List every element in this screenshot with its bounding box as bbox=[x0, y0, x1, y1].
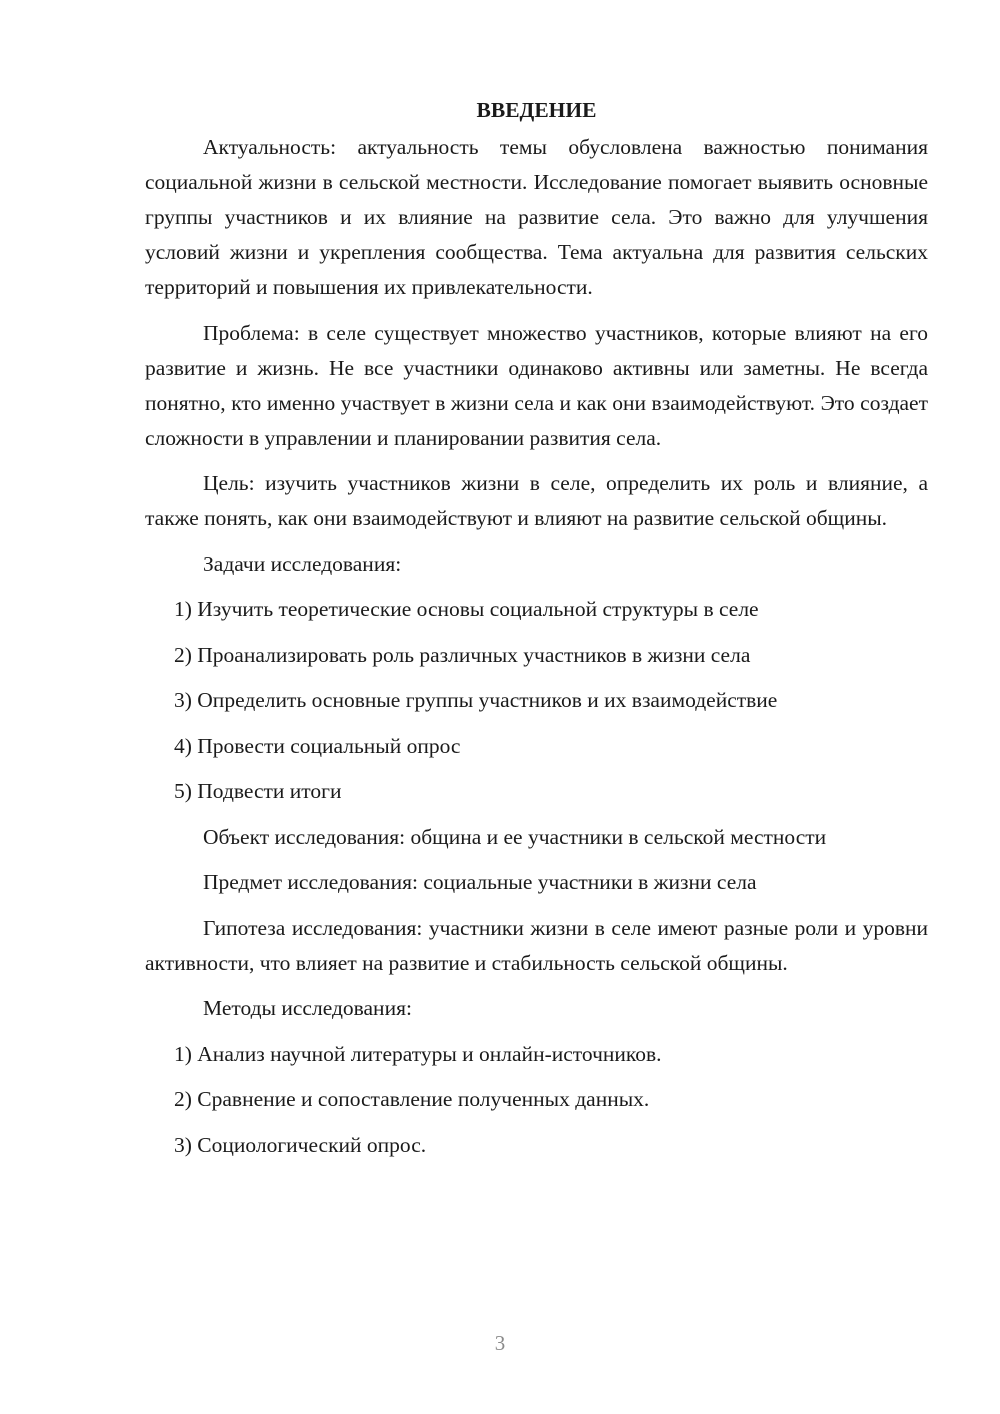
goal-paragraph: Цель: изучить участников жизни в селе, определить их роль и влияние, а также понять, как они взаимодействуют и влияют на развитие сельской общины. bbox=[145, 471, 928, 530]
object-line: Объект исследования: община и ее участники в сельской местности bbox=[203, 824, 827, 849]
method-item: 3) Социологический опрос. bbox=[174, 1132, 427, 1157]
task-item: 5) Подвести итоги bbox=[174, 779, 342, 803]
section-title: ВВЕДЕНИЕ bbox=[476, 98, 597, 122]
tasks-label: Задачи исследования: bbox=[203, 551, 402, 576]
problem-paragraph: Проблема: в селе существует множество участников, которые влияют на его развитие и жизнь. Не все участники одинаково активны или заметны. Не всегда понятно, кто именно участвует в жизни села и как они взаимодействуют. Это создает сложности в управлении и планировании развития села. bbox=[145, 320, 928, 450]
tasks-list bbox=[145, 592, 928, 809]
relevance-paragraph: Актуальность: актуальность темы обусловлена важностью понимания социальной жизни в сельской местности. Исследование помогает выявить основные группы участников и их влияние на развитие села. Это важно для улучшения условий жизни и укрепления сообщества. Тема актуальна для развития сельских территорий и повышения их привлекательности. bbox=[145, 135, 928, 299]
document-page bbox=[145, 93, 928, 1173]
task-item: 3) Определить основные группы участников и их взаимодействие bbox=[174, 688, 778, 712]
subject-line: Предмет исследования: социальные участники в жизни села bbox=[203, 870, 757, 894]
methods-label: Методы исследования: bbox=[203, 996, 412, 1020]
task-item: 2) Проанализировать роль различных участников в жизни села bbox=[174, 642, 751, 667]
hypothesis-paragraph: Гипотеза исследования: участники жизни в селе имеют разные роли и уровни активности, что влияет на развитие и стабильность сельской общины. bbox=[145, 915, 928, 975]
method-item: 2) Сравнение и сопоставление полученных данных. bbox=[174, 1087, 650, 1111]
page-number: 3 bbox=[494, 1331, 506, 1355]
task-item: 1) Изучить теоретические основы социальной структуры в селе bbox=[174, 597, 759, 621]
task-item: 4) Провести социальный опрос bbox=[174, 733, 461, 758]
methods-list bbox=[145, 1037, 928, 1163]
method-item: 1) Анализ научной литературы и онлайн-источников. bbox=[174, 1041, 662, 1066]
